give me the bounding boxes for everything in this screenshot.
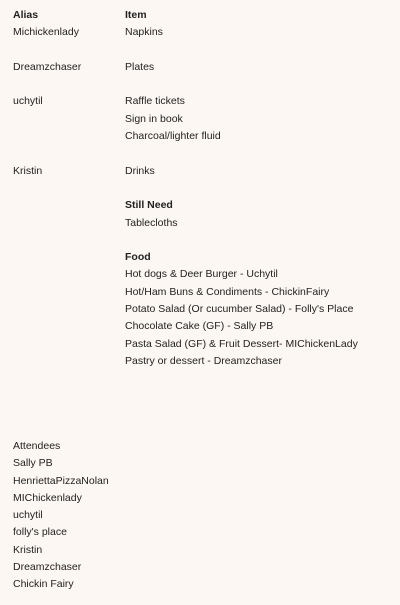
alias-cell: Dreamzchaser	[13, 60, 82, 73]
alias-cell: Michickenlady	[13, 26, 79, 39]
still-need-item: Tablecloths	[125, 216, 178, 229]
alias-cell: uchytil	[13, 95, 43, 108]
attendee-name: MIChickenlady	[13, 491, 82, 504]
item-cell: Drinks	[125, 164, 155, 177]
item-cell: Sign in book	[125, 112, 183, 125]
food-item: Pasta Salad (GF) & Fruit Dessert- MIChickenLady	[125, 337, 358, 350]
item-cell: Plates	[125, 60, 155, 73]
attendees-list	[13, 438, 213, 594]
food-item: Hot/Ham Buns & Condiments - ChickinFairy	[125, 285, 330, 298]
attendee-name: uchytil	[13, 509, 43, 522]
item-cell: Napkins	[125, 26, 163, 39]
item-cell: Charcoal/lighter fluid	[125, 130, 221, 143]
attendee-name: HenriettaPizzaNolan	[13, 474, 109, 487]
food-heading: Food	[125, 251, 151, 264]
alias-column	[13, 7, 118, 180]
food-item: Chocolate Cake (GF) - Sally PB	[125, 320, 274, 333]
attendee-name: Kristin	[13, 543, 43, 556]
food-item: Hot dogs & Deer Burger - Uchytil	[125, 268, 278, 281]
food-item: Potato Salad (Or cucumber Salad) - Folly's Place	[125, 303, 354, 316]
attendee-name: Sally PB	[13, 457, 53, 470]
attendee-name: Chickin Fairy	[13, 578, 74, 591]
item-cell: Raffle tickets	[125, 95, 185, 108]
alias-header: Alias	[13, 9, 39, 21]
still-need-heading: Still Need	[125, 199, 173, 212]
food-item: Pastry or dessert - Dreamzchaser	[125, 354, 282, 367]
attendee-name: folly's place	[13, 526, 67, 539]
alias-cell: Kristin	[13, 164, 43, 177]
item-column	[125, 7, 395, 370]
attendees-heading: Attendees	[13, 440, 61, 452]
item-header: Item	[125, 9, 147, 21]
attendee-name: Dreamzchaser	[13, 561, 82, 574]
